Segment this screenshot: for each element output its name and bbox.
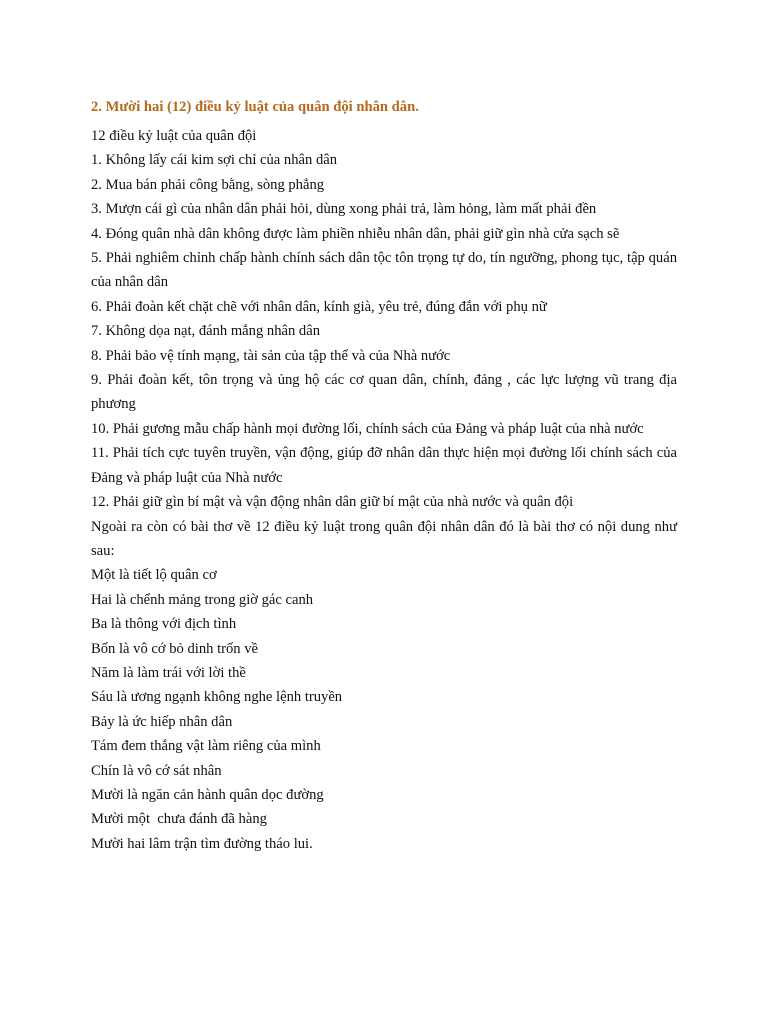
poem-line: Mười hai lâm trận tìm đường tháo lui. xyxy=(91,835,313,852)
intro-line: 12 điều kỷ luật của quân đội xyxy=(91,128,257,144)
rule-item: 9. Phải đoàn kết, tôn trọng và ủng hộ các cơ quan dân, chính, đảng , các lực lượng vũ trang địa phương xyxy=(91,372,677,413)
rule-item: 6. Phải đoàn kết chặt chẽ với nhân dân, kính già, yêu trẻ, đúng đắn với phụ nữ xyxy=(91,298,547,315)
rule-item: 4. Đóng quân nhà dân không được làm phiền nhiễu nhân dân, phải giữ gìn nhà cửa sạch sẽ xyxy=(91,225,620,242)
rule-item: 3. Mượn cái gì của nhân dân phải hỏi, dùng xong phải trả, làm hỏng, làm mất phải đền xyxy=(91,201,597,218)
rule-item: 10. Phải gương mẫu chấp hành mọi đường lối, chính sách của Đảng và pháp luật của nhà nước xyxy=(91,420,644,437)
poem-line: Chín là vô cớ sát nhân xyxy=(91,762,222,779)
poem-line: Tám đem thắng vật làm riêng của mình xyxy=(91,738,321,755)
rule-item: 8. Phải bảo vệ tính mạng, tài sản của tập thể và của Nhà nước xyxy=(91,347,451,364)
document-page xyxy=(91,95,677,856)
rule-item: 5. Phải nghiêm chỉnh chấp hành chính sách dân tộc tôn trọng tự do, tín ngưỡng, phong tục, tập quán của nhân dân xyxy=(91,250,677,291)
poem-line: Mười là ngăn cản hành quân dọc đường xyxy=(91,786,324,803)
poem-line: Năm là làm trái với lời thề xyxy=(91,664,246,681)
poem-line: Bốn là vô cớ bỏ dinh trốn về xyxy=(91,640,259,657)
poem-intro: Ngoài ra còn có bài thơ về 12 điều kỷ luật trong quân đội nhân dân đó là bài thơ có nội dung như sau: xyxy=(91,518,677,559)
rule-item: 12. Phải giữ gìn bí mật và vận động nhân dân giữ bí mật của nhà nước và quân đội xyxy=(91,494,574,511)
rule-item: 2. Mua bán phải công bằng, sòng phẳng xyxy=(91,176,325,193)
poem-line: Bảy là ức hiếp nhân dân xyxy=(91,713,233,730)
poem-line: Một là tiết lộ quân cơ xyxy=(91,567,217,584)
rule-item: 7. Không dọa nạt, đánh mắng nhân dân xyxy=(91,323,320,340)
section-heading: 2. Mười hai (12) điều kỷ luật của quân đội nhân dân. xyxy=(91,99,419,115)
poem-line: Ba là thông với địch tình xyxy=(91,616,237,633)
poem-line: Hai là chểnh mảng trong giờ gác canh xyxy=(91,591,314,608)
poem-line: Sáu là ương ngạnh không nghe lệnh truyền xyxy=(91,689,343,706)
poem-line: Mười một chưa đánh đã hàng xyxy=(91,811,267,828)
rule-item: 1. Không lấy cái kim sợi chỉ của nhân dân xyxy=(91,152,338,169)
rule-item: 11. Phải tích cực tuyên truyền, vận động, giúp đỡ nhân dân thực hiện mọi đường lối chính sách của Đảng và pháp luật của Nhà nước xyxy=(91,445,677,486)
